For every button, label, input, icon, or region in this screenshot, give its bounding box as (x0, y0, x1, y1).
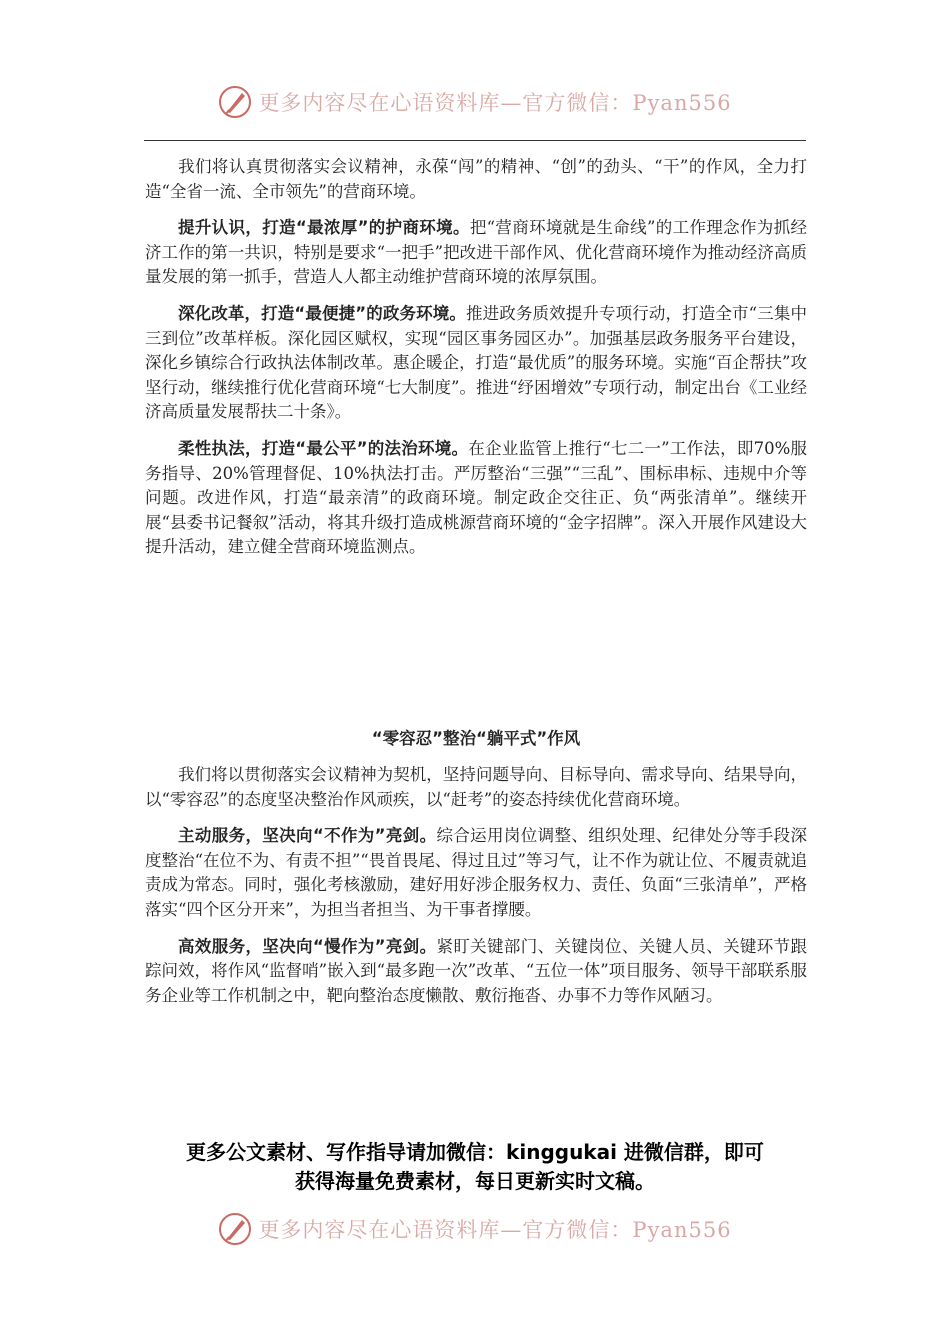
quill-logo-icon (218, 1212, 252, 1246)
section1-item-2-heading: 深化改革，打造“最便捷”的政务环境。 (178, 303, 466, 323)
footer-watermark (0, 1207, 950, 1251)
promo-line-1: 更多公文素材、写作指导请加微信：kinggukai 进微信群，即可 (186, 1140, 764, 1164)
section2-item-1-body: 综合运用岗位调整、组织处理、纪律处分等手段深度整治“在位不为、有责不担”“畏首畏尾、得过且过”等习气，让不作为就让位、不履责就追责成为常态。同时，强化考核激励，建好用好涉企服务权力、责任、负面“三张清单”，严格落实“四个区分开来”，为担当者担当、为干事者撑腰。 (145, 826, 807, 919)
promo-block (120, 1138, 830, 1196)
section1-item-2-body: 推进政务质效提升专项行动，打造全市“三集中三到位”改革样板。深化园区赋权，实现“园区事务园区办”。加强基层政务服务平台建设，深化乡镇综合行政执法体制改革。惠企暖企，打造“最优质”的服务环境。实施“百企帮扶”攻坚行动，继续推行优化营商环境“七大制度”。推进“纾困增效”专项行动，制定出台《工业经济高质量发展帮扶二十条》。 (145, 303, 807, 422)
footer-watermark-text: 更多内容尽在心语资料库—官方微信：Pyan556 (258, 1218, 732, 1242)
section2 (145, 763, 807, 1008)
section2-item-1 (145, 824, 807, 922)
section2-item-2 (145, 935, 807, 1009)
section2-intro: 我们将以贯彻落实会议精神为契机，坚持问题导向、目标导向、需求导向、结果导向，以“零容忍”的态度坚决整治作风顽疾，以“赶考”的姿态持续优化营商环境。 (145, 765, 807, 809)
section1 (145, 155, 807, 560)
header-watermark-text: 更多内容尽在心语资料库—官方微信：Pyan556 (258, 91, 732, 115)
section1-item-3-heading: 柔性执法，打造“最公平”的法治环境。 (178, 438, 469, 458)
section1-item-3-body: 在企业监管上推行“七二一”工作法，即70%服务指导、20%管理督促、10%执法打击。严厉整治“三强”“三乱”、围标串标、违规中介等问题。改进作风，打造“最亲清”的政商环境。制定政企交往正、负“两张清单”。继续开展“县委书记餐叙”活动，将其升级打造成桃源营商环境的“金字招牌”。深入开展作风建设大提升活动，建立健全营商环境监测点。 (145, 438, 807, 557)
section1-item-1-body: 把“营商环境就是生命线”的工作理念作为抓经济工作的第一共识，特别是要求“一把手”把改进干部作风、优化营商环境作为推动经济高质量发展的第一抓手，营造人人都主动维护营商环境的浓厚氛围。 (145, 218, 807, 287)
section1-item-3 (145, 437, 807, 560)
section1-item-2 (145, 302, 807, 425)
section1-intro: 我们将认真贯彻落实会议精神，永葆“闯”的精神、“创”的劲头、“干”的作风，全力打造“全省一流、全市领先”的营商环境。 (145, 157, 807, 201)
header-rule (144, 140, 806, 141)
section2-item-1-heading: 主动服务，坚决向“不作为”亮剑。 (178, 826, 437, 846)
quill-logo-icon (218, 85, 252, 119)
section1-item-1 (145, 216, 807, 290)
section2-title: “零容忍”整治“躺平式”作风 (371, 729, 581, 748)
section2-item-2-heading: 高效服务，坚决向“慢作为”亮剑。 (178, 936, 437, 956)
section1-item-1-heading: 提升认识，打造“最浓厚”的护商环境。 (178, 218, 470, 238)
promo-line-2: 获得海量免费素材，每日更新实时文稿。 (295, 1169, 655, 1193)
section2-item-2-body: 紧盯关键部门、关键岗位、关键人员、关键环节跟踪问效，将作风“监督哨”嵌入到“最多跑一次”改革、“五位一体”项目服务、领导干部联系服务企业等工作机制之中，靶向整治态度懒散、敷衍拖沓、办事不力等作风陋习。 (145, 936, 807, 1005)
header-watermark (0, 80, 950, 124)
